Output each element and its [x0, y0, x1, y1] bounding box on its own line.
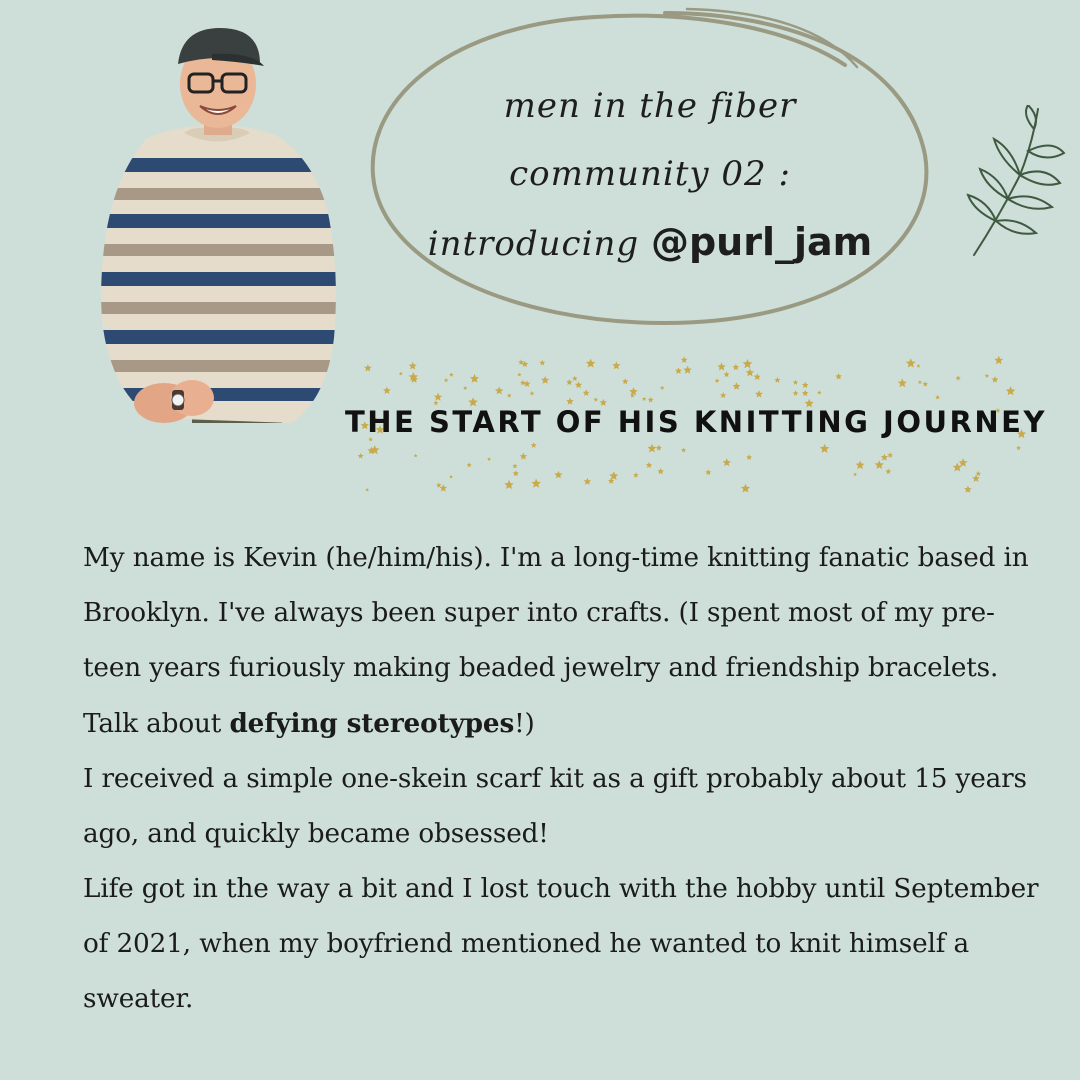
- star-icon: [923, 381, 929, 386]
- body-text: [83, 531, 1043, 1027]
- star-icon: [512, 463, 517, 468]
- star-icon: [755, 390, 763, 397]
- star-icon: [724, 371, 730, 377]
- star-icon: [449, 372, 454, 376]
- paragraph-3: Life got in the way a bit and I lost touch with the hobby until September of 2021, when my boyfriend mentioned he wanted to knit himself a sweater.: [83, 874, 1039, 1014]
- star-icon: [648, 397, 654, 403]
- bold-phrase: defying stereotypes: [229, 708, 515, 739]
- star-icon: [717, 362, 726, 370]
- star-icon: [449, 475, 453, 479]
- star-icon: [647, 444, 656, 453]
- star-icon: [531, 479, 541, 488]
- star-icon: [657, 468, 664, 474]
- star-icon: [656, 445, 662, 451]
- leaf-sprig-icon: [960, 105, 1070, 260]
- star-icon: [793, 390, 799, 395]
- star-icon: [584, 478, 592, 485]
- star-icon: [817, 390, 822, 394]
- star-icon: [906, 358, 916, 367]
- star-icon: [820, 444, 830, 453]
- star-icon: [370, 445, 380, 454]
- instagram-handle: @purl_jam: [650, 220, 873, 264]
- paragraph-1: My name is Kevin (he/him/his). I'm a long-time knitting fanatic based in Brooklyn. I've always been super into crafts. (I spent most of my pre-teen years furiously making beaded jewelry and friendship bracelets. Talk about defying stereotypes!): [83, 543, 1029, 739]
- star-icon: [612, 361, 620, 369]
- title-line-1: men in the fiber: [503, 86, 797, 126]
- star-icon: [358, 453, 364, 459]
- star-icon: [660, 386, 664, 390]
- star-icon: [633, 472, 639, 477]
- star-icon: [520, 380, 526, 386]
- star-icon: [531, 442, 537, 448]
- star-icon: [622, 378, 628, 384]
- star-icon: [802, 382, 809, 388]
- star-icon: [414, 454, 418, 458]
- star-icon: [524, 380, 531, 387]
- star-icon: [1006, 386, 1016, 395]
- star-icon: [539, 360, 545, 366]
- star-icon: [856, 461, 865, 470]
- star-icon: [642, 397, 646, 401]
- star-icon: [586, 359, 596, 368]
- star-icon: [444, 378, 448, 382]
- star-icon: [754, 373, 761, 380]
- star-icon: [992, 376, 999, 383]
- star-icon: [956, 376, 961, 381]
- star-icon: [530, 391, 535, 395]
- star-icon: [681, 356, 688, 363]
- star-icon: [976, 471, 981, 476]
- star-icon: [964, 486, 972, 493]
- star-icon: [399, 372, 403, 376]
- star-icon: [723, 458, 731, 466]
- star-icon: [470, 374, 479, 383]
- star-icon: [463, 386, 467, 390]
- star-icon: [495, 387, 503, 395]
- star-icon: [875, 460, 884, 469]
- title-introducing: introducing: [427, 224, 640, 264]
- star-icon: [504, 480, 514, 489]
- star-icon: [881, 454, 888, 461]
- star-icon: [898, 378, 907, 387]
- star-icon: [935, 395, 940, 400]
- star-icon: [629, 387, 638, 395]
- star-icon: [608, 478, 614, 484]
- star-icon: [733, 382, 741, 389]
- star-icon: [802, 390, 809, 396]
- star-icon: [681, 447, 686, 452]
- title-line-2: community 02 :: [509, 154, 791, 194]
- star-icon: [383, 387, 391, 394]
- star-icon: [746, 454, 752, 460]
- star-icon: [487, 457, 491, 461]
- star-icon: [507, 393, 512, 397]
- star-icon: [746, 368, 755, 376]
- star-icon: [409, 362, 417, 370]
- star-icon: [365, 488, 369, 492]
- star-icon: [467, 462, 472, 467]
- star-icon: [566, 397, 574, 404]
- star-icon: [434, 393, 442, 401]
- star-icon: [646, 462, 653, 468]
- star-icon: [972, 475, 980, 482]
- section-heading: THE START OF HIS KNITTING JOURNEY: [345, 405, 1047, 439]
- star-icon: [583, 389, 590, 396]
- star-icon: [793, 380, 798, 385]
- star-icon: [715, 378, 720, 383]
- star-icon: [675, 367, 682, 374]
- star-icon: [918, 380, 922, 384]
- star-icon: [835, 373, 842, 379]
- star-icon: [705, 469, 711, 475]
- star-icon: [572, 376, 578, 381]
- star-icon: [683, 366, 692, 374]
- paragraph-2: I received a simple one-skein scarf kit as a gift probably about 15 years ago, and quickly became obsessed!: [83, 764, 1027, 849]
- star-icon: [554, 471, 562, 479]
- star-icon: [436, 483, 441, 488]
- title-line-3: [400, 208, 900, 278]
- star-icon: [517, 373, 521, 377]
- star-icon: [741, 484, 750, 493]
- star-icon: [733, 364, 740, 370]
- star-icon: [743, 359, 753, 368]
- star-icon: [774, 377, 780, 383]
- star-icon: [885, 469, 891, 475]
- star-icon: [566, 379, 573, 385]
- star-icon: [541, 376, 549, 384]
- star-icon: [1016, 446, 1021, 451]
- star-icon: [364, 364, 372, 371]
- star-icon: [985, 374, 989, 378]
- post-title: [400, 72, 900, 278]
- star-icon: [887, 452, 893, 457]
- star-icon: [994, 356, 1003, 365]
- star-icon: [520, 453, 528, 460]
- star-icon: [853, 472, 857, 476]
- star-icon: [513, 470, 519, 476]
- star-icon: [594, 397, 598, 401]
- star-icon: [575, 381, 582, 388]
- portrait-photo: [92, 18, 342, 428]
- star-icon: [440, 484, 448, 491]
- star-icon: [720, 392, 726, 398]
- star-icon: [609, 471, 618, 480]
- star-icon: [917, 364, 921, 368]
